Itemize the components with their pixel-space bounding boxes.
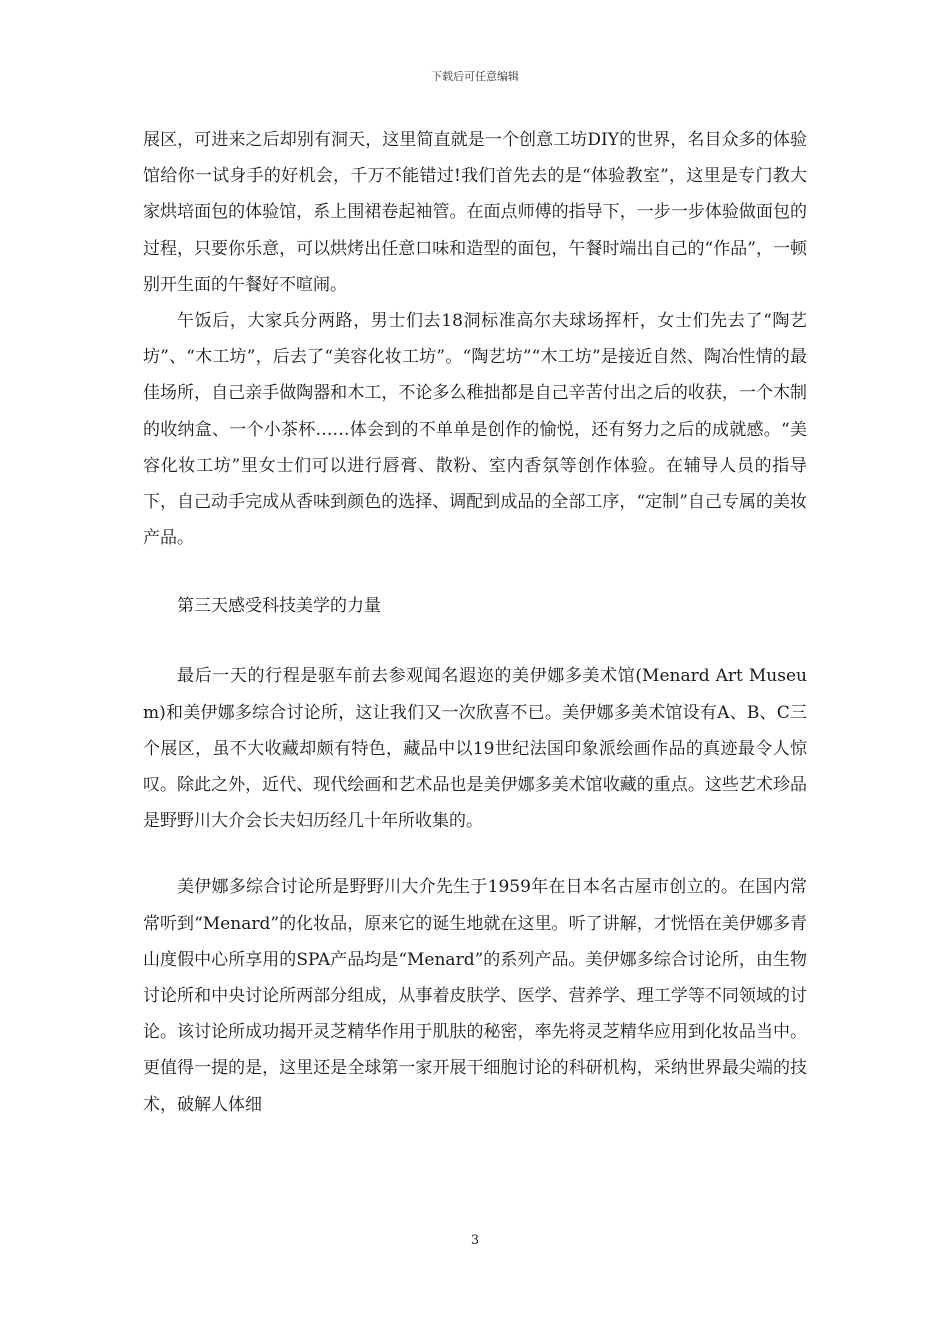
paragraph-spacer: [143, 839, 807, 869]
document-body: [143, 122, 807, 1123]
paragraph-art-museum: 最后一天的行程是驱车前去参观闻名遐迩的美伊娜多美术馆(Menard Art Museum)和美伊娜多综合讨论所，这让我们又一次欣喜不已。美伊娜多美术馆设有A、B、C三个展区，虽不大收藏却颇有特色，藏品中以19世纪法国印象派绘画作品的真迹最令人惊叹。除此之外，近代、现代绘画和艺术品也是美伊娜多美术馆收藏的重点。这些艺术珍品是野野川大介会长夫妇历经几十年所收集的。: [143, 666, 807, 832]
paragraph-spacer: [143, 556, 807, 588]
paragraph-spacer: [143, 624, 807, 658]
paragraph-research-institute: 美伊娜多综合讨论所是野野川大介先生于1959年在日本名古屋市创立的。在国内常常听到“Menard”的化妆品，原来它的诞生地就在这里。听了讲解，才恍悟在美伊娜多青山度假中心所享用的SPA产品均是“Menard”的系列产品。美伊娜多综合讨论所，由生物讨论所和中央讨论所两部分组成，从事着皮肤学、医学、营养学、理工学等不同领域的讨论。该讨论所成功揭开灵芝精华作用于肌肤的秘密，率先将灵芝精华应用到化妆品当中。更值得一提的是，这里还是全球第一家开展干细胞讨论的科研机构，采纳世界最尖端的技术，破解人体细: [143, 877, 807, 1115]
paragraph-afternoon: 午饭后，大家兵分两路，男士们去18洞标准高尔夫球场挥杆，女士们先去了“陶艺坊”、“木工坊”，后去了“美容化妆工坊”。“陶艺坊”“木工坊”是接近自然、陶冶性情的最佳场所，自己亲手做陶器和木工，不论多么稚拙都是自己辛苦付出之后的收获，一个木制的收纳盒、一个小茶杯……体会到的不单单是创作的愉悦，还有努力之后的成就感。“美容化妆工坊”里女士们可以进行唇膏、散粉、室内香氛等创作体验。在辅导人员的指导下，自己动手完成从香味到颜色的选择、调配到成品的全部工序，“定制”自己专属的美妆产品。: [143, 311, 807, 549]
page-number: 3: [470, 1233, 480, 1248]
paragraph-continuation: 展区，可进来之后却别有洞天，这里简直就是一个创意工坊DIY的世界，名目众多的体验馆给你一试身手的好机会，千万不能错过!我们首先去的是“体验教室”，这里是专门教大家烘培面包的体验馆，系上围裙卷起袖管。在面点师傅的指导下，一步一步体验做面包的过程，只要你乐意，可以烘烤出任意口味和造型的面包，午餐时端出自己的“作品”，一顿别开生面的午餐好不喧闹。: [143, 130, 807, 295]
section-heading: 第三天感受科技美学的力量: [177, 596, 381, 617]
page-header: 下载后可任意编辑: [431, 70, 519, 83]
